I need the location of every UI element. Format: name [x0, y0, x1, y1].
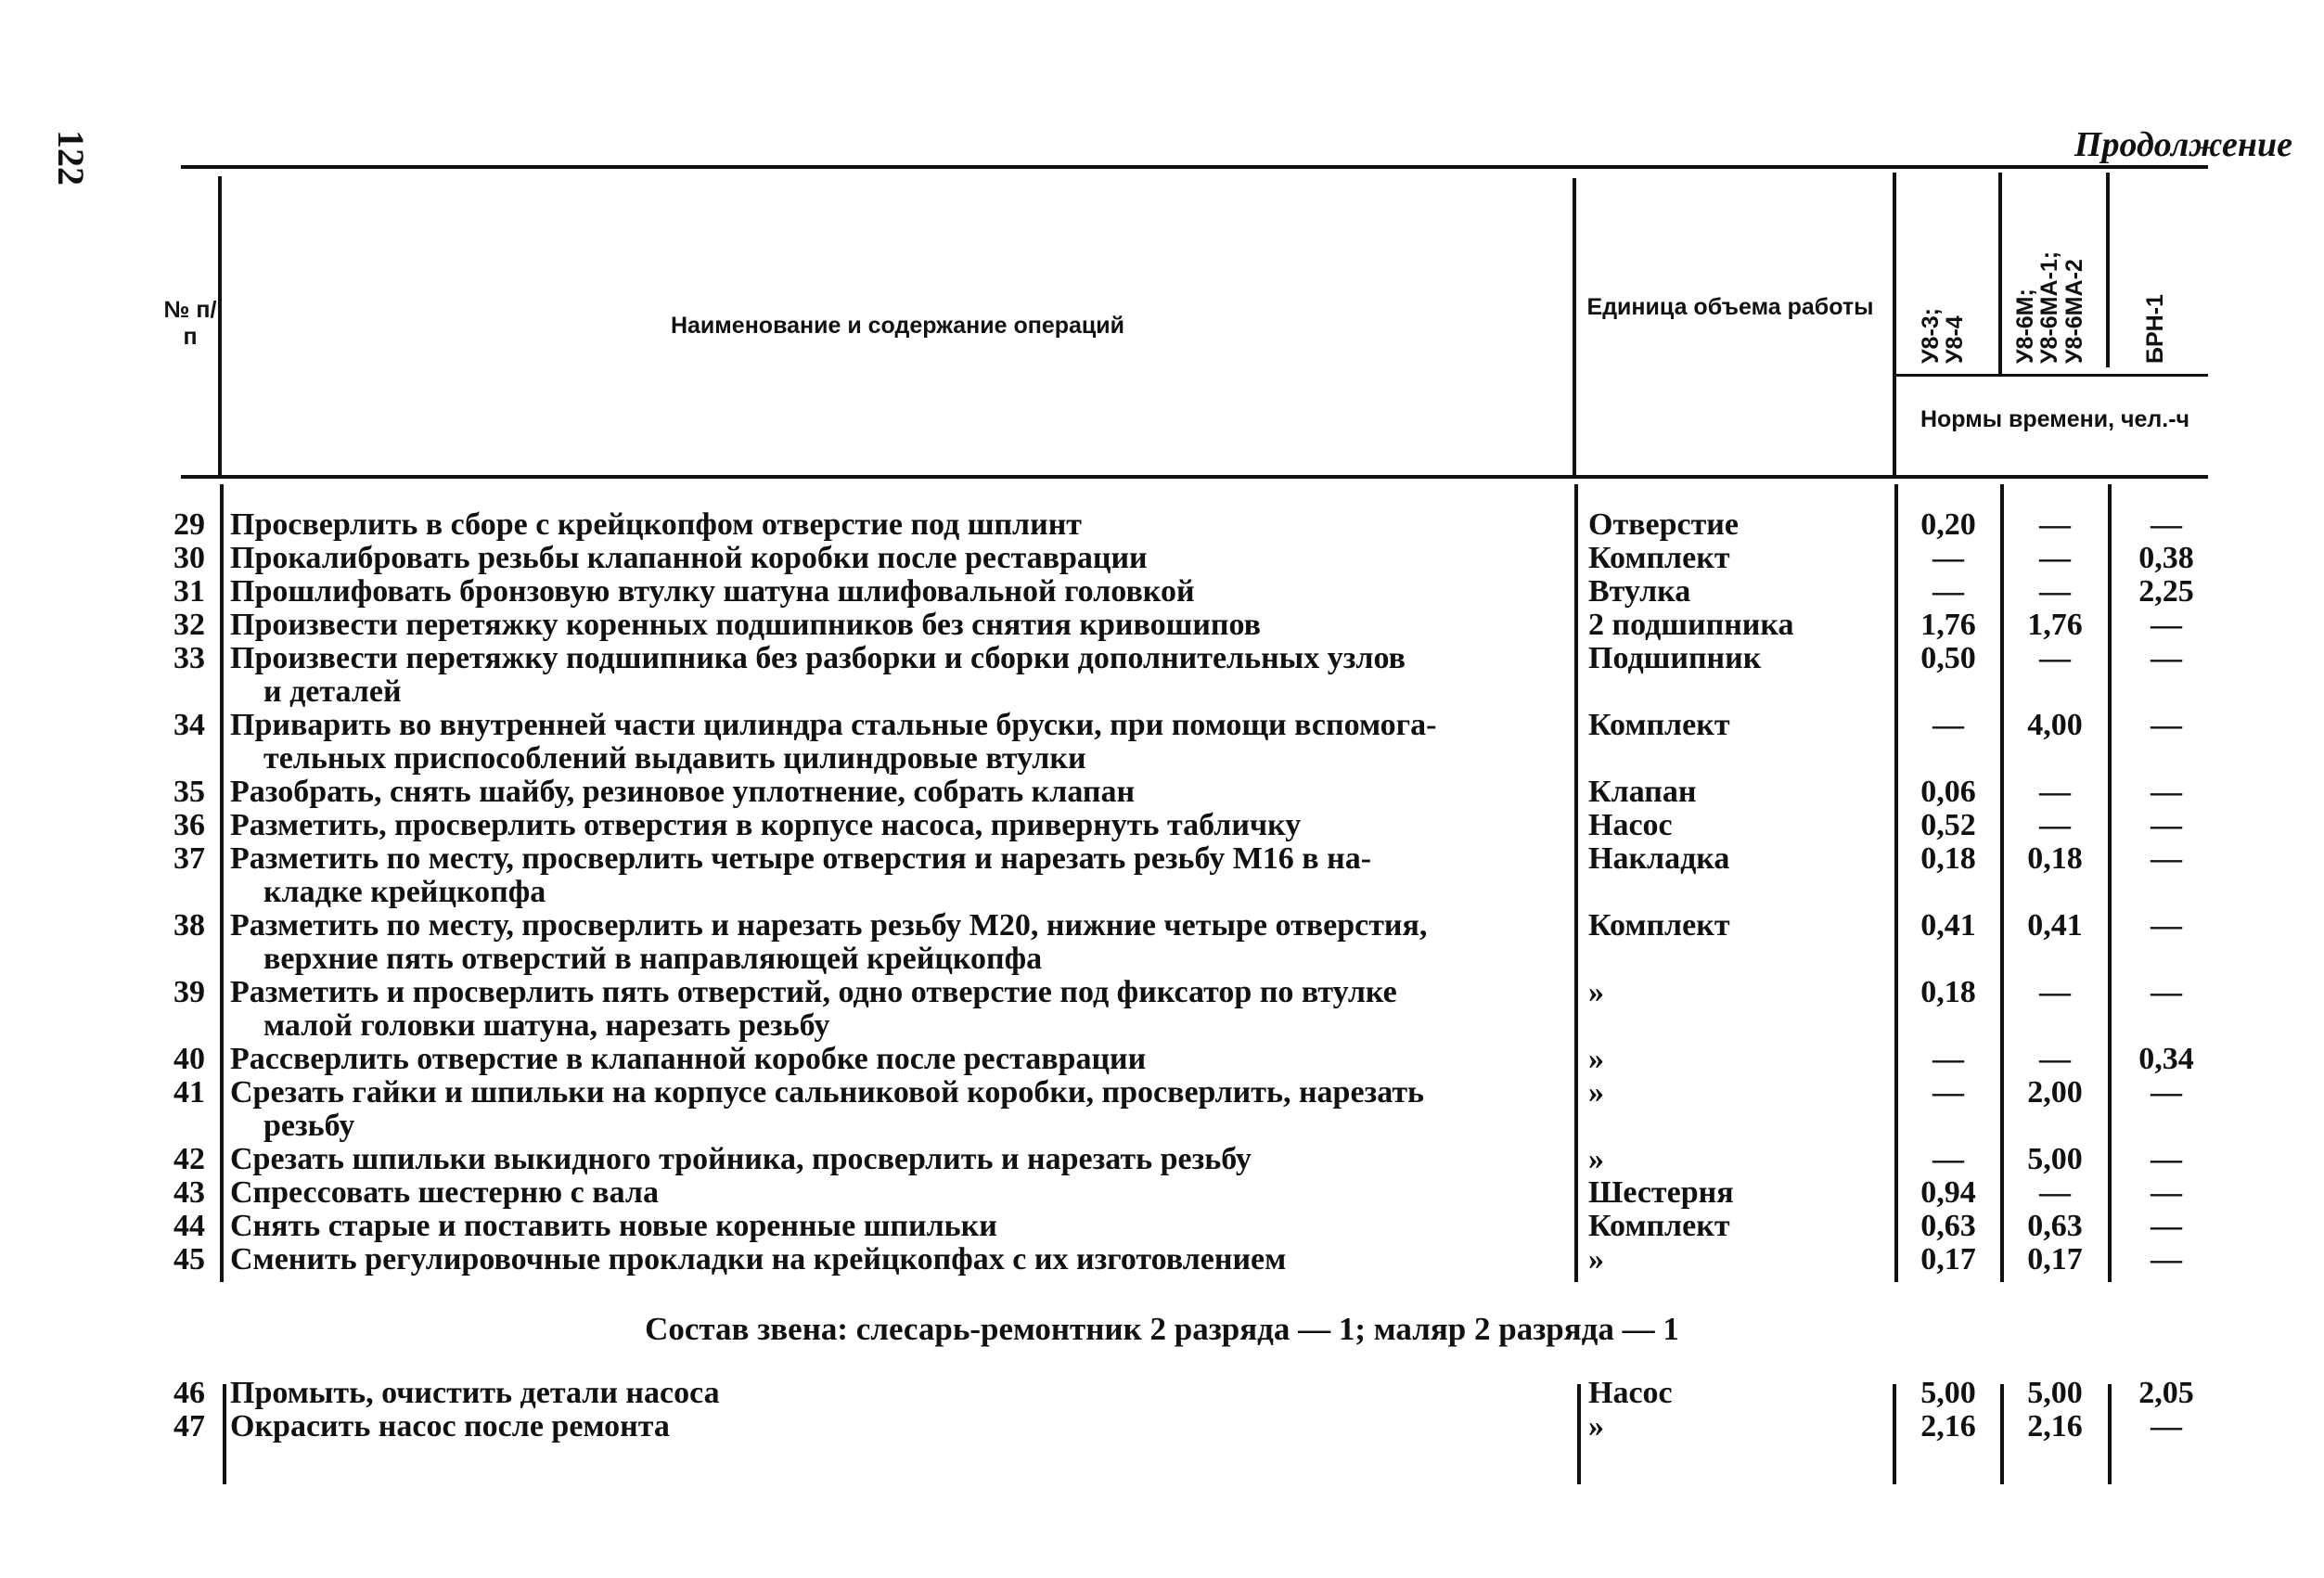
row-number: 38	[173, 908, 205, 943]
norm-u8-6m: 2,00	[2027, 1075, 2083, 1110]
norm-u8-3: 0,41	[1920, 908, 1976, 943]
norm-brn-1: 0,38	[2138, 541, 2194, 575]
operation-description	[230, 609, 1566, 642]
norm-u8-3: —	[1932, 1042, 1964, 1076]
work-unit: Насос	[1588, 808, 1673, 842]
work-unit: Комплект	[1588, 908, 1730, 943]
norm-u8-3: —	[1932, 541, 1964, 575]
description-line: Разметить по месту, просверлить четыре отверстия и нарезать резьбу М16 в на-	[230, 841, 1372, 876]
header-vline-1	[218, 176, 222, 475]
header-num: № п/п	[163, 297, 217, 350]
work-unit: Шестерня	[1588, 1175, 1734, 1210]
body2-vline-2	[1577, 1384, 1581, 1484]
norm-u8-6m: 4,00	[2027, 708, 2083, 742]
description-line: Просверлить в сборе с крейцкопфом отверстие под шплинт	[230, 507, 1082, 542]
work-unit: »	[1588, 975, 1604, 1009]
description-line: Приварить во внутренней части цилиндра стальные бруски, при помощи вспомога-	[230, 708, 1437, 742]
operation-description	[230, 976, 1566, 1043]
description-line: Разобрать, снять шайбу, резиновое уплотнение, собрать клапан	[230, 775, 1136, 809]
norm-u8-6m: 5,00	[2027, 1142, 2083, 1176]
header-name: Наименование и содержание операций	[670, 313, 1125, 339]
norm-brn-1: —	[2151, 1409, 2182, 1443]
description-line: Прошлифовать бронзовую втулку шатуна шлифовальной головкой	[230, 574, 1195, 609]
norm-brn-1: —	[2151, 908, 2182, 943]
norm-u8-3: —	[1932, 708, 1964, 742]
norm-u8-3: 0,50	[1920, 641, 1976, 675]
header-bottom-rule	[181, 475, 2208, 479]
work-unit: »	[1588, 1075, 1604, 1110]
description-line: Промыть, очистить детали насоса	[230, 1376, 720, 1410]
operation-description	[230, 1143, 1566, 1176]
norm-u8-6m: 0,63	[2027, 1209, 2083, 1243]
norm-brn-1: —	[2151, 1075, 2182, 1110]
row-number: 31	[173, 574, 205, 609]
row-number: 36	[173, 808, 205, 842]
norm-brn-1: —	[2151, 641, 2182, 675]
operation-description	[230, 909, 1566, 976]
description-line: Разметить по месту, просверлить и нарезать резьбу М20, нижние четыре отверстия,	[230, 908, 1428, 943]
body-vline-2	[1574, 484, 1578, 1282]
description-line: Прокалибровать резьбы клапанной коробки после реставрации	[230, 541, 1148, 575]
row-number: 47	[173, 1409, 205, 1443]
norm-u8-3: 0,17	[1920, 1242, 1976, 1277]
norm-u8-6m: —	[2039, 775, 2071, 809]
row-number: 44	[173, 1209, 205, 1243]
work-unit: Насос	[1588, 1376, 1673, 1410]
operation-description	[230, 542, 1566, 575]
work-unit: Накладка	[1588, 841, 1730, 876]
operation-description	[230, 809, 1566, 842]
operation-description	[230, 1210, 1566, 1243]
work-unit: 2 подшипника	[1588, 608, 1794, 642]
norm-brn-1: 2,05	[2138, 1376, 2194, 1410]
work-unit: »	[1588, 1409, 1604, 1443]
norm-u8-6m: —	[2039, 574, 2071, 609]
norm-brn-1: —	[2151, 1209, 2182, 1243]
norm-u8-6m: 1,76	[2027, 608, 2083, 642]
header-vline-5	[2106, 173, 2110, 367]
row-number: 46	[173, 1376, 205, 1410]
norm-brn-1: 0,34	[2138, 1042, 2194, 1076]
norm-brn-1: —	[2151, 608, 2182, 642]
operation-description	[230, 642, 1566, 709]
description-line: Рассверлить отверстие в клапанной коробке после реставрации	[230, 1042, 1147, 1076]
row-number: 30	[173, 541, 205, 575]
description-line: Срезать шпильки выкидного тройника, просверлить и нарезать резьбу	[230, 1142, 1252, 1176]
description-line: Разметить и просверлить пять отверстий, одно отверстие под фиксатор по втулке	[230, 975, 1397, 1009]
norm-brn-1: —	[2151, 1242, 2182, 1277]
continuation-label: Продолжение	[2074, 125, 2292, 164]
norm-brn-1: —	[2151, 708, 2182, 742]
norm-u8-3: 0,18	[1920, 975, 1976, 1009]
norm-brn-1: —	[2151, 1142, 2182, 1176]
norm-u8-3: —	[1932, 1142, 1964, 1176]
norm-u8-3: —	[1932, 1075, 1964, 1110]
body2-vline-3	[1893, 1384, 1896, 1484]
row-number: 45	[173, 1242, 205, 1277]
page-number: 122	[50, 130, 92, 186]
header-vline-2	[1573, 178, 1576, 475]
description-line: Разметить, просверлить отверстия в корпусе насоса, привернуть табличку	[230, 808, 1302, 842]
norm-u8-3: 2,16	[1920, 1409, 1976, 1443]
row-number: 39	[173, 975, 205, 1009]
operation-description	[230, 1377, 1566, 1410]
body-vline-5	[2108, 484, 2112, 1282]
work-unit: Втулка	[1588, 574, 1691, 609]
row-number: 41	[173, 1075, 205, 1110]
header-vline-3	[1893, 173, 1896, 475]
norm-u8-3: 0,52	[1920, 808, 1976, 842]
description-line: Сменить регулировочные прокладки на крейцкопфах с их изготовлением	[230, 1242, 1287, 1277]
header-vline-4	[1998, 173, 2002, 374]
description-line: Произвести перетяжку коренных подшипников без снятия кривошипов	[230, 608, 1262, 642]
norm-u8-3: —	[1932, 574, 1964, 609]
row-number: 33	[173, 641, 205, 675]
header-unit: Единица объема работы	[1586, 294, 1874, 320]
norm-u8-6m: —	[2039, 507, 2071, 542]
norm-brn-1: —	[2151, 841, 2182, 876]
header-top-rule	[181, 165, 2208, 169]
operation-description	[230, 575, 1566, 609]
body2-vline-1	[223, 1384, 226, 1484]
norm-u8-6m: —	[2039, 1175, 2071, 1210]
operation-description	[230, 842, 1566, 909]
operation-description	[230, 1410, 1566, 1443]
description-line-continuation: резьбу	[263, 1109, 355, 1143]
work-unit: Подшипник	[1588, 641, 1762, 675]
description-line: Окрасить насос после ремонта	[230, 1409, 670, 1443]
description-line-continuation: тельных приспособлений выдавить цилиндровые втулки	[263, 741, 1086, 776]
norm-brn-1: —	[2151, 1175, 2182, 1210]
work-unit: Клапан	[1588, 775, 1697, 809]
operation-description	[230, 1076, 1566, 1143]
header-machine-3: БРН-1	[2142, 294, 2168, 364]
norm-u8-3: 0,06	[1920, 775, 1976, 809]
work-unit: Комплект	[1588, 708, 1730, 742]
team-composition: Состав звена: слесарь-ремонтник 2 разряда — 1; маляр 2 разряда — 1	[645, 1311, 1679, 1347]
norm-brn-1: —	[2151, 775, 2182, 809]
norm-u8-3: 0,94	[1920, 1175, 1976, 1210]
norm-u8-6m: —	[2039, 808, 2071, 842]
operation-description	[230, 1043, 1566, 1076]
description-line: Спрессовать шестерню с вала	[230, 1175, 659, 1210]
row-number: 43	[173, 1175, 205, 1210]
norm-u8-6m: 0,18	[2027, 841, 2083, 876]
row-number: 34	[173, 708, 205, 742]
work-unit: »	[1588, 1042, 1604, 1076]
work-unit: »	[1588, 1242, 1604, 1277]
norm-u8-6m: 2,16	[2027, 1409, 2083, 1443]
norm-u8-6m: 0,17	[2027, 1242, 2083, 1277]
row-number: 35	[173, 775, 205, 809]
norm-u8-6m: —	[2039, 1042, 2071, 1076]
description-line-continuation: и деталей	[263, 674, 402, 709]
row-number: 42	[173, 1142, 205, 1176]
description-line-continuation: кладке крейцкопфа	[263, 875, 546, 909]
norm-brn-1: —	[2151, 507, 2182, 542]
operation-description	[230, 508, 1566, 542]
norm-u8-3: 0,20	[1920, 507, 1976, 542]
description-line-continuation: верхние пять отверстий в направляющей крейцкопфа	[263, 942, 1043, 976]
work-unit: Отверстие	[1588, 507, 1739, 542]
row-number: 37	[173, 841, 205, 876]
body2-vline-5	[2108, 1384, 2112, 1484]
norm-u8-6m: —	[2039, 975, 2071, 1009]
work-unit: Комплект	[1588, 541, 1730, 575]
norm-u8-6m: 0,41	[2027, 908, 2083, 943]
norms-rule	[1894, 374, 2208, 377]
row-number: 32	[173, 608, 205, 642]
norm-brn-1: 2,25	[2138, 574, 2194, 609]
description-line: Снять старые и поставить новые коренные шпильки	[230, 1209, 997, 1243]
norm-u8-3: 5,00	[1920, 1376, 1976, 1410]
norm-brn-1: —	[2151, 975, 2182, 1009]
header-machine-2: У8-6М; У8-6МА-1; У8-6МА-2	[2012, 250, 2087, 364]
description-line-continuation: малой головки шатуна, нарезать резьбу	[263, 1008, 830, 1043]
norm-brn-1: —	[2151, 808, 2182, 842]
norm-u8-6m: —	[2039, 541, 2071, 575]
description-line: Произвести перетяжку подшипника без разборки и сборки дополнительных узлов	[230, 641, 1406, 675]
header-norms: Нормы времени, чел.-ч	[1920, 406, 2190, 432]
norm-u8-3: 1,76	[1920, 608, 1976, 642]
norm-u8-6m: —	[2039, 641, 2071, 675]
operation-description	[230, 709, 1566, 776]
body-vline-1	[220, 484, 224, 1282]
operation-description	[230, 776, 1566, 809]
row-number: 29	[173, 507, 205, 542]
operation-description	[230, 1243, 1566, 1277]
row-number: 40	[173, 1042, 205, 1076]
work-unit: Комплект	[1588, 1209, 1730, 1243]
norm-u8-3: 0,18	[1920, 841, 1976, 876]
norm-u8-3: 0,63	[1920, 1209, 1976, 1243]
description-line: Срезать гайки и шпильки на корпусе сальниковой коробки, просверлить, нарезать	[230, 1075, 1425, 1110]
operation-description	[230, 1176, 1566, 1210]
work-unit: »	[1588, 1142, 1604, 1176]
norm-u8-6m: 5,00	[2027, 1376, 2083, 1410]
header-machine-1: У8-3; У8-4	[1918, 307, 1969, 364]
